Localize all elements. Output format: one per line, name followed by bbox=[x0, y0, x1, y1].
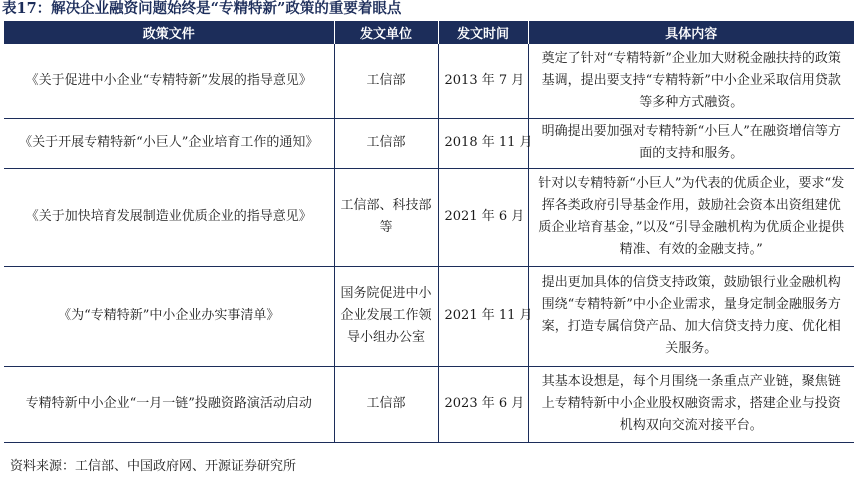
content-cell: 其基本设想是，每个月围绕一条重点产业链，聚焦链上专精特新中小企业股权融资需求，搭建企业与投资机构双向交流对接平台。 bbox=[528, 366, 854, 442]
column-header-issuer: 发文单位 bbox=[334, 21, 438, 44]
date-cell: 2013 年 7 月 bbox=[438, 44, 528, 118]
column-header-document: 政策文件 bbox=[4, 21, 334, 44]
table-row bbox=[4, 118, 854, 168]
issuer-cell: 工信部 bbox=[334, 366, 438, 442]
issuer-cell: 工信部 bbox=[334, 44, 438, 118]
content-cell: 奠定了针对“专精特新”企业加大财税金融扶持的政策基调，提出要支持“专精特新”中小企业采取信用贷款等多种方式融资。 bbox=[528, 44, 854, 118]
issuer-cell: 工信部 bbox=[334, 118, 438, 168]
date-cell: 2018 年 11 月 bbox=[438, 118, 528, 168]
column-header-date: 发文时间 bbox=[438, 21, 528, 44]
policy-table bbox=[4, 21, 854, 443]
issuer-cell: 工信部、科技部等 bbox=[334, 168, 438, 266]
content-cell: 提出更加具体的信贷支持政策，鼓励银行业金融机构围绕“专精特新”中小企业需求，量身定制金融服务方案，打造专属信贷产品、加大信贷支持力度、优化相关服务。 bbox=[528, 266, 854, 366]
issuer-cell: 国务院促进中小企业发展工作领导小组办公室 bbox=[334, 266, 438, 366]
date-cell: 2023 年 6 月 bbox=[438, 366, 528, 442]
policy-document-cell: 《关于促进中小企业“专精特新”发展的指导意见》 bbox=[4, 44, 334, 118]
table-row bbox=[4, 366, 854, 442]
content-cell: 针对以专精特新“小巨人”为代表的优质企业，要求“发挥各类政府引导基金作用，鼓励社会资本出资组建优质企业培育基金，”以及“引导金融机构为优质企业提供精准、有效的金融支持。” bbox=[528, 168, 854, 266]
content-cell: 明确提出要加强对专精特新“小巨人”在融资增信等方面的支持和服务。 bbox=[528, 118, 854, 168]
policy-document-cell: 《关于开展专精特新“小巨人”企业培育工作的通知》 bbox=[4, 118, 334, 168]
date-cell: 2021 年 11 月 bbox=[438, 266, 528, 366]
table-title: 表17：解决企业融资问题始终是“专精特新”政策的重要着眼点 bbox=[2, 0, 402, 17]
table-row bbox=[4, 44, 854, 118]
policy-document-cell: 《为“专精特新”中小企业办实事清单》 bbox=[4, 266, 334, 366]
table-row bbox=[4, 266, 854, 366]
table-header-row bbox=[4, 21, 854, 44]
table-row bbox=[4, 168, 854, 266]
column-header-content: 具体内容 bbox=[528, 21, 854, 44]
policy-document-cell: 《关于加快培育发展制造业优质企业的指导意见》 bbox=[4, 168, 334, 266]
policy-document-cell: 专精特新中小企业“一月一链”投融资路演活动启动 bbox=[4, 366, 334, 442]
source-note: 资料来源：工信部、中国政府网、开源证券研究所 bbox=[10, 459, 297, 474]
date-cell: 2021 年 6 月 bbox=[438, 168, 528, 266]
